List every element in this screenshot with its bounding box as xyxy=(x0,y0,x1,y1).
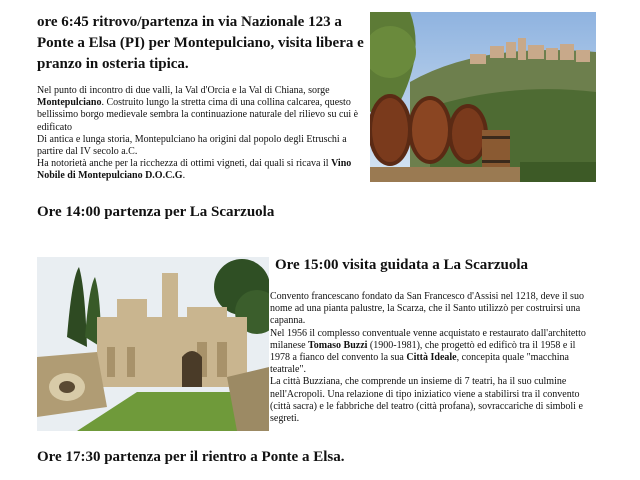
montepulciano-photo xyxy=(370,12,596,182)
scarzuola-paragraph-2 xyxy=(270,328,592,377)
return-heading: Ore 17:30 partenza per il rientro a Ponte a Elsa. xyxy=(37,449,345,465)
montepulciano-paragraph-1 xyxy=(37,85,371,134)
scarzuola-departure-heading: Ore 14:00 partenza per La Scarzuola xyxy=(37,204,275,220)
montepulciano-paragraph-3 xyxy=(37,158,371,182)
scarzuola-paragraph-3: La città Buzziana, che comprende un insieme di 7 teatri, ha il suo culmine nell'Acropoli. Una relazione di tipo iniziatico viene a stabilirsi tra il convento (città sacra) e le fabbriche del teatro (città profana), sovraccariche di simboli e segreti. xyxy=(270,376,583,425)
citta-ideale-bold: Città Ideale xyxy=(406,352,457,364)
tomaso-buzzi-bold: Tomaso Buzzi xyxy=(308,339,368,351)
scarzuola-photo xyxy=(37,257,269,431)
p1-text-after: . Costruito lungo la stretta cima di una collina calcarea, questo bellissimo borgo medievale sembra la continuazione naturale del rilievo su cui è edificato xyxy=(37,97,359,133)
scarzuola-visit-heading: Ore 15:00 visita guidata a La Scarzuola xyxy=(275,257,529,273)
p1-text-before: Nel punto di incontro di due valli, la Val d'Orcia e la Val di Chiana, sorge xyxy=(37,85,330,96)
p2-text-c: , concepita quale "macchina teatrale". xyxy=(270,352,569,376)
p2-text-a: Nel 1956 il complesso conventuale venne acquistato e restaurato dall'architetto milanese xyxy=(270,327,586,351)
p3-text-after: . xyxy=(182,170,186,182)
montepulciano-heading: ore 6:45 ritrovo/partenza in via Nazionale 123 a Ponte a Elsa (PI) per Montepulciano, visita libera e pranzo in osteria tipica. xyxy=(37,14,364,72)
p3-text-before: Ha notorietà anche per la ricchezza di ottimi vigneti, dai quali si ricava il xyxy=(37,158,332,170)
scarzuola-description xyxy=(270,291,592,425)
scarzuola-paragraph-1: Convento francescano fondato da San Francesco d'Assisi nel 1218, deve il suo nome ad una pianta palustre, la Scarza, che il Santo utilizzò per costruirsi una capanna. xyxy=(270,291,584,327)
p2-text-b: (1900-1981), che progettò ed edificò tra il 1958 e il 1978 a fianco del convento la sua xyxy=(270,339,576,364)
montepulciano-paragraph-2: Di antica e lunga storia, Montepulciano ha origini dal popolo degli Etruschi a partire dal IV secolo a.C. xyxy=(37,133,347,158)
montepulciano-bold: Montepulciano xyxy=(37,97,102,109)
montepulciano-description xyxy=(37,85,371,183)
vino-nobile-bold: Vino Nobile di Montepulciano D.O.C.G xyxy=(37,158,352,182)
